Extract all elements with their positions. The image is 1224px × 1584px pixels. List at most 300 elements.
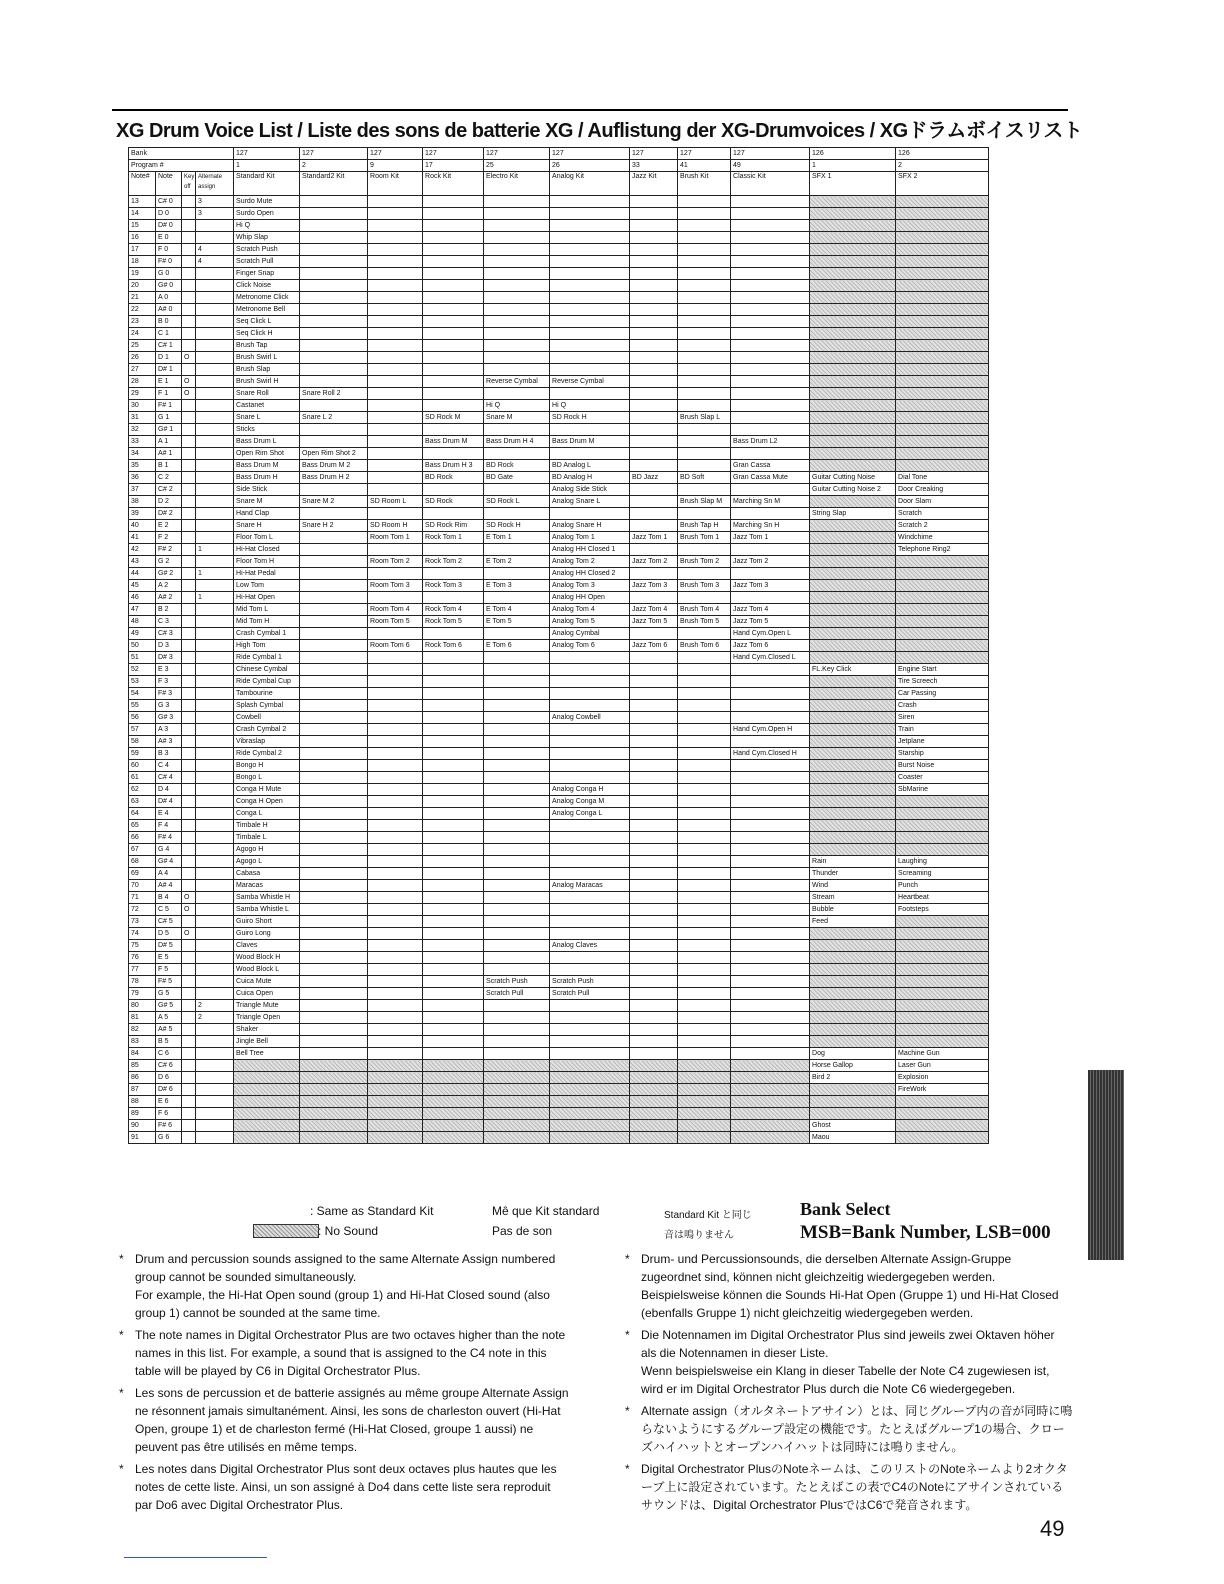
table-row [129, 580, 989, 592]
table-cell [550, 964, 630, 976]
no-sound-cell [550, 1096, 630, 1108]
table-cell: D# 0 [156, 220, 182, 232]
table-cell [196, 472, 234, 484]
table-cell: Gran Cassa [731, 460, 810, 472]
table-cell [550, 328, 630, 340]
table-cell [196, 484, 234, 496]
table-cell: Agogo H [234, 844, 300, 856]
kit-bank: 127 [731, 148, 810, 160]
table-cell [678, 388, 731, 400]
no-sound-cell [810, 304, 896, 316]
table-cell [550, 208, 630, 220]
table-cell [300, 892, 368, 904]
table-cell [423, 952, 484, 964]
table-cell [630, 748, 678, 760]
table-row [129, 1132, 989, 1144]
no-sound-cell [896, 580, 989, 592]
no-sound-cell [423, 1072, 484, 1084]
table-cell [423, 1012, 484, 1024]
table-cell [484, 388, 550, 400]
table-cell [368, 1024, 423, 1036]
table-cell: Ride Cymbal Cup [234, 676, 300, 688]
table-cell [630, 904, 678, 916]
table-cell [731, 1000, 810, 1012]
no-sound-cell [678, 1120, 731, 1132]
table-cell: Floor Tom L [234, 532, 300, 544]
table-cell [182, 484, 196, 496]
table-row [129, 892, 989, 904]
table-cell [196, 796, 234, 808]
table-cell: Crash Cymbal 1 [234, 628, 300, 640]
table-cell [423, 1036, 484, 1048]
table-row [129, 1072, 989, 1084]
table-cell: BD Gate [484, 472, 550, 484]
table-cell: Maracas [234, 880, 300, 892]
no-sound-cell [810, 760, 896, 772]
table-cell: Analog Side Stick [550, 484, 630, 496]
table-cell [731, 220, 810, 232]
table-cell [423, 724, 484, 736]
table-cell: High Tom [234, 640, 300, 652]
table-cell: Snare H [234, 520, 300, 532]
no-sound-cell [810, 376, 896, 388]
no-sound-cell [896, 208, 989, 220]
table-cell [484, 1048, 550, 1060]
table-cell: 2 [196, 1012, 234, 1024]
table-cell: D 5 [156, 928, 182, 940]
table-cell: Jazz Tom 4 [731, 604, 810, 616]
table-cell: Hi Q [550, 400, 630, 412]
kit-name: Rock Kit [423, 172, 484, 196]
no-sound-cell [550, 1084, 630, 1096]
table-cell [630, 664, 678, 676]
table-cell: Guiro Short [234, 916, 300, 928]
table-cell [678, 628, 731, 640]
table-cell: D 1 [156, 352, 182, 364]
no-sound-cell [630, 1120, 678, 1132]
no-sound-cell [896, 412, 989, 424]
table-cell: Bass Drum M [423, 436, 484, 448]
legend-same-ja: Standard Kit と同じ [664, 1210, 752, 1221]
table-cell [182, 1120, 196, 1132]
table-cell [196, 460, 234, 472]
table-cell [196, 376, 234, 388]
table-cell [731, 772, 810, 784]
table-cell [368, 364, 423, 376]
table-cell: E Tom 1 [484, 532, 550, 544]
no-sound-cell [810, 244, 896, 256]
table-cell [630, 592, 678, 604]
table-cell: BD Jazz [630, 472, 678, 484]
table-cell: SD Rock Rim [423, 520, 484, 532]
no-sound-cell [484, 1084, 550, 1096]
table-cell: 3 [196, 208, 234, 220]
table-cell [731, 340, 810, 352]
table-cell: Snare L 2 [300, 412, 368, 424]
table-cell [182, 232, 196, 244]
table-cell [300, 220, 368, 232]
table-cell [423, 628, 484, 640]
table-cell [182, 952, 196, 964]
table-row [129, 1108, 989, 1120]
table-cell [300, 1000, 368, 1012]
table-cell [484, 748, 550, 760]
table-cell [182, 700, 196, 712]
table-cell [678, 508, 731, 520]
table-cell [484, 892, 550, 904]
table-cell [423, 1048, 484, 1060]
table-cell [550, 292, 630, 304]
table-cell [182, 976, 196, 988]
table-cell [182, 280, 196, 292]
table-cell: Analog Tom 3 [550, 580, 630, 592]
table-cell: Samba Whistle H [234, 892, 300, 904]
table-cell [182, 1108, 196, 1120]
table-cell [731, 916, 810, 928]
table-cell [630, 328, 678, 340]
kit-program: 2 [300, 160, 368, 172]
table-cell [182, 460, 196, 472]
table-cell: B 5 [156, 1036, 182, 1048]
table-cell [550, 316, 630, 328]
no-sound-cell [810, 1108, 896, 1120]
table-row [129, 856, 989, 868]
table-cell [678, 880, 731, 892]
table-cell: F 3 [156, 676, 182, 688]
table-cell [484, 964, 550, 976]
table-cell [630, 880, 678, 892]
table-cell: 76 [129, 952, 156, 964]
table-cell [300, 988, 368, 1000]
table-cell: 89 [129, 1108, 156, 1120]
table-cell: Open Rim Shot [234, 448, 300, 460]
table-cell [731, 940, 810, 952]
table-cell [423, 568, 484, 580]
table-cell [550, 388, 630, 400]
table-cell [550, 748, 630, 760]
table-cell: String Slap [810, 508, 896, 520]
no-sound-cell [896, 244, 989, 256]
table-row [129, 256, 989, 268]
table-cell: G# 3 [156, 712, 182, 724]
table-cell [300, 784, 368, 796]
table-cell [630, 760, 678, 772]
table-cell [630, 352, 678, 364]
table-cell: 42 [129, 544, 156, 556]
table-cell: 91 [129, 1132, 156, 1144]
table-cell [423, 916, 484, 928]
table-cell [196, 316, 234, 328]
table-cell [368, 856, 423, 868]
no-sound-cell [300, 1072, 368, 1084]
kit-bank: 127 [423, 148, 484, 160]
no-sound-cell [810, 532, 896, 544]
notes-right [625, 1250, 1073, 1518]
table-cell: A 1 [156, 436, 182, 448]
note-paragraph: Beispielsweise können die Sounds Hi-Hat Open (Gruppe 1) und Hi-Hat Closed (ebenfalls Gruppe 1) nicht gleichzeitig wiedergegeben werden. [641, 1288, 1059, 1320]
table-cell [196, 652, 234, 664]
no-sound-cell [810, 412, 896, 424]
note-paragraph: * Die Notennamen im Digital Orchestrator Plus sind jeweils zwei Oktaven höher als die Notennamen in dieser Liste. [641, 1328, 1055, 1360]
table-cell [484, 352, 550, 364]
table-row [129, 352, 989, 364]
table-cell [300, 484, 368, 496]
table-cell [423, 676, 484, 688]
table-cell: Snare L [234, 412, 300, 424]
table-cell: Cowbell [234, 712, 300, 724]
table-cell: 29 [129, 388, 156, 400]
table-cell: Brush Swirl H [234, 376, 300, 388]
table-row [129, 784, 989, 796]
table-cell [196, 508, 234, 520]
table-cell [196, 880, 234, 892]
table-cell [300, 868, 368, 880]
bank-row [129, 148, 989, 160]
no-sound-cell [810, 772, 896, 784]
kit-program: 2 [896, 160, 989, 172]
table-cell [196, 1060, 234, 1072]
table-cell [368, 988, 423, 1000]
table-cell [731, 844, 810, 856]
note-item [119, 1250, 571, 1322]
table-cell [484, 916, 550, 928]
table-cell: 57 [129, 724, 156, 736]
table-cell [630, 844, 678, 856]
table-cell [368, 592, 423, 604]
no-sound-cell [731, 1072, 810, 1084]
table-cell [731, 832, 810, 844]
table-row [129, 604, 989, 616]
table-cell [550, 448, 630, 460]
table-cell [550, 700, 630, 712]
table-cell [678, 892, 731, 904]
table-row [129, 508, 989, 520]
table-cell [368, 280, 423, 292]
table-cell [550, 952, 630, 964]
table-cell: 75 [129, 940, 156, 952]
no-sound-cell [896, 388, 989, 400]
table-cell [300, 712, 368, 724]
table-cell [196, 760, 234, 772]
no-sound-cell [678, 1108, 731, 1120]
table-cell: F# 1 [156, 400, 182, 412]
table-cell: 87 [129, 1084, 156, 1096]
table-row [129, 688, 989, 700]
table-cell [630, 460, 678, 472]
table-cell: SD Rock L [484, 496, 550, 508]
table-cell: Bass Drum H 2 [300, 472, 368, 484]
legend-nosound-fr: Pas de son [492, 1224, 553, 1238]
table-cell [196, 748, 234, 760]
table-cell [182, 1096, 196, 1108]
table-cell: C 5 [156, 904, 182, 916]
table-cell: 37 [129, 484, 156, 496]
table-cell: Gran Cassa Mute [731, 472, 810, 484]
no-sound-cell [810, 628, 896, 640]
table-cell: Jazz Tom 6 [630, 640, 678, 652]
no-sound-cell [896, 952, 989, 964]
table-cell [196, 940, 234, 952]
table-cell: Side Stick [234, 484, 300, 496]
table-row [129, 316, 989, 328]
table-row [129, 244, 989, 256]
table-cell [678, 784, 731, 796]
table-cell: Marching Sn H [731, 520, 810, 532]
table-cell: F# 2 [156, 544, 182, 556]
table-cell: Train [896, 724, 989, 736]
bank-select-title: Bank Select [800, 1199, 891, 1219]
table-cell [368, 484, 423, 496]
table-cell [678, 796, 731, 808]
note-header: Note [156, 172, 182, 196]
no-sound-cell [896, 928, 989, 940]
table-cell: 15 [129, 220, 156, 232]
kit-name: Classic Kit [731, 172, 810, 196]
table-cell: Jazz Tom 4 [630, 604, 678, 616]
table-cell [196, 1120, 234, 1132]
table-cell: Hi-Hat Pedal [234, 568, 300, 580]
table-cell [300, 928, 368, 940]
table-cell [300, 700, 368, 712]
table-cell [731, 196, 810, 208]
table-cell [423, 592, 484, 604]
table-cell: E 2 [156, 520, 182, 532]
note-paragraph: * The note names in Digital Orchestrator Plus are two octaves higher than the note names in this list. For example, a sound that is assigned to the C4 note in this table will be played by C6 in Digital Orchestrator Plus. [135, 1328, 566, 1378]
table-row [129, 928, 989, 940]
no-sound-cell [550, 1132, 630, 1144]
table-cell [630, 220, 678, 232]
table-cell [196, 1036, 234, 1048]
table-cell [484, 676, 550, 688]
no-sound-cell [810, 616, 896, 628]
table-cell [731, 304, 810, 316]
table-cell: Room Tom 6 [368, 640, 423, 652]
table-cell [300, 736, 368, 748]
table-cell: Explosion [896, 1072, 989, 1084]
table-cell: Hi-Hat Open [234, 592, 300, 604]
table-cell [182, 520, 196, 532]
table-row [129, 232, 989, 244]
table-cell: F# 5 [156, 976, 182, 988]
no-sound-cell [810, 1024, 896, 1036]
no-sound-cell [300, 1060, 368, 1072]
no-sound-cell [810, 232, 896, 244]
table-row [129, 496, 989, 508]
table-cell [196, 688, 234, 700]
table-cell [182, 424, 196, 436]
table-cell [368, 340, 423, 352]
table-cell [423, 364, 484, 376]
no-sound-cell [810, 1000, 896, 1012]
table-cell [678, 592, 731, 604]
table-cell [196, 388, 234, 400]
table-cell: Windchime [896, 532, 989, 544]
table-cell [423, 772, 484, 784]
table-cell [678, 280, 731, 292]
table-cell [423, 328, 484, 340]
table-cell [630, 364, 678, 376]
table-cell [196, 556, 234, 568]
table-cell: C# 6 [156, 1060, 182, 1072]
table-cell: Car Passing [896, 688, 989, 700]
table-cell [678, 460, 731, 472]
table-cell: 43 [129, 556, 156, 568]
table-cell: Telephone Ring2 [896, 544, 989, 556]
no-sound-cell [300, 1096, 368, 1108]
table-cell: Sticks [234, 424, 300, 436]
table-cell: E 5 [156, 952, 182, 964]
table-cell [423, 196, 484, 208]
table-row [129, 304, 989, 316]
table-cell: Floor Tom H [234, 556, 300, 568]
table-cell: Engine Start [896, 664, 989, 676]
no-sound-cell [810, 556, 896, 568]
table-cell [630, 928, 678, 940]
table-cell [731, 1012, 810, 1024]
no-sound-cell [896, 556, 989, 568]
table-cell [550, 856, 630, 868]
table-cell [678, 316, 731, 328]
no-sound-cell [810, 316, 896, 328]
table-cell [678, 244, 731, 256]
table-cell [423, 796, 484, 808]
table-cell: G 0 [156, 268, 182, 280]
table-cell [368, 376, 423, 388]
table-cell: A 5 [156, 1012, 182, 1024]
table-cell [550, 232, 630, 244]
table-cell [550, 244, 630, 256]
table-cell: Scratch Push [550, 976, 630, 988]
table-cell [423, 244, 484, 256]
table-cell: Ride Cymbal 2 [234, 748, 300, 760]
table-cell [484, 784, 550, 796]
table-cell: 54 [129, 688, 156, 700]
table-cell: 61 [129, 772, 156, 784]
table-row [129, 436, 989, 448]
table-cell [182, 832, 196, 844]
table-cell: Brush Tap H [678, 520, 731, 532]
table-cell [182, 496, 196, 508]
table-cell [731, 568, 810, 580]
table-cell: B 4 [156, 892, 182, 904]
table-cell: G 1 [156, 412, 182, 424]
table-cell: Jazz Tom 5 [630, 616, 678, 628]
table-cell [368, 292, 423, 304]
table-cell: Analog Tom 5 [550, 616, 630, 628]
table-cell [630, 280, 678, 292]
table-cell: 79 [129, 988, 156, 1000]
no-sound-cell [810, 688, 896, 700]
table-cell [484, 196, 550, 208]
table-cell [368, 712, 423, 724]
kit-program: 1 [810, 160, 896, 172]
table-cell [196, 808, 234, 820]
no-sound-cell [368, 1072, 423, 1084]
kit-name: Standard2 Kit [300, 172, 368, 196]
no-sound-cell [810, 256, 896, 268]
table-cell [182, 304, 196, 316]
table-cell: SD Rock M [423, 412, 484, 424]
table-cell [678, 1036, 731, 1048]
table-row [129, 664, 989, 676]
table-cell [196, 712, 234, 724]
no-sound-cell [423, 1108, 484, 1120]
table-cell [678, 400, 731, 412]
no-sound-cell [731, 1132, 810, 1144]
no-sound-cell [234, 1060, 300, 1072]
table-cell [182, 640, 196, 652]
table-cell [182, 268, 196, 280]
